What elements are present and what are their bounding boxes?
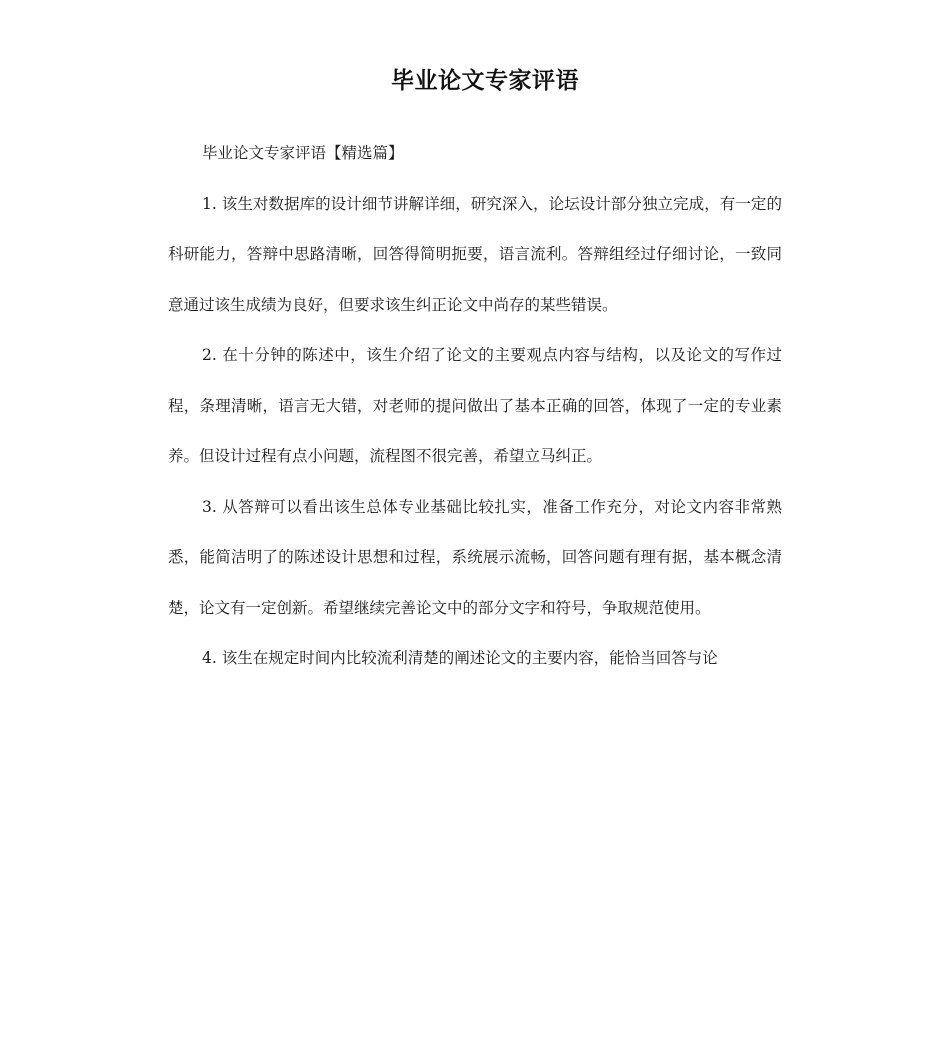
paragraph-2: 2. 在十分钟的陈述中，该生介绍了论文的主要观点内容与结构，以及论文的写作过程，条理清晰，语言无大错，对老师的提问做出了基本正确的回答，体现了一定的专业素养。但设计过程有点小问题，流程图不很完善，希望立马纠正。 <box>168 346 782 465</box>
paragraph-4: 4. 该生在规定时间内比较流利清楚的阐述论文的主要内容，能恰当回答与论 <box>202 649 718 667</box>
document-title: 毕业论文专家评语 <box>391 68 579 94</box>
document-body <box>168 128 782 684</box>
paragraph-3: 3. 从答辩可以看出该生总体专业基础比较扎实，准备工作充分，对论文内容非常熟悉，能简洁明了的陈述设计思想和过程，系统展示流畅，回答问题有理有据，基本概念清楚，论文有一定创新。希望继续完善论文中的部分文字和符号，争取规范使用。 <box>168 497 782 617</box>
paragraph-1: 1. 该生对数据库的设计细节讲解详细，研究深入，论坛设计部分独立完成，有一定的科研能力，答辩中思路清晰，回答得简明扼要，语言流利。答辩组经过仔细讨论，一致同意通过该生成绩为良好，但要求该生纠正论文中尚存的某些错误。 <box>168 194 782 314</box>
paragraph-heading: 毕业论文专家评语【精选篇】 <box>202 144 404 162</box>
